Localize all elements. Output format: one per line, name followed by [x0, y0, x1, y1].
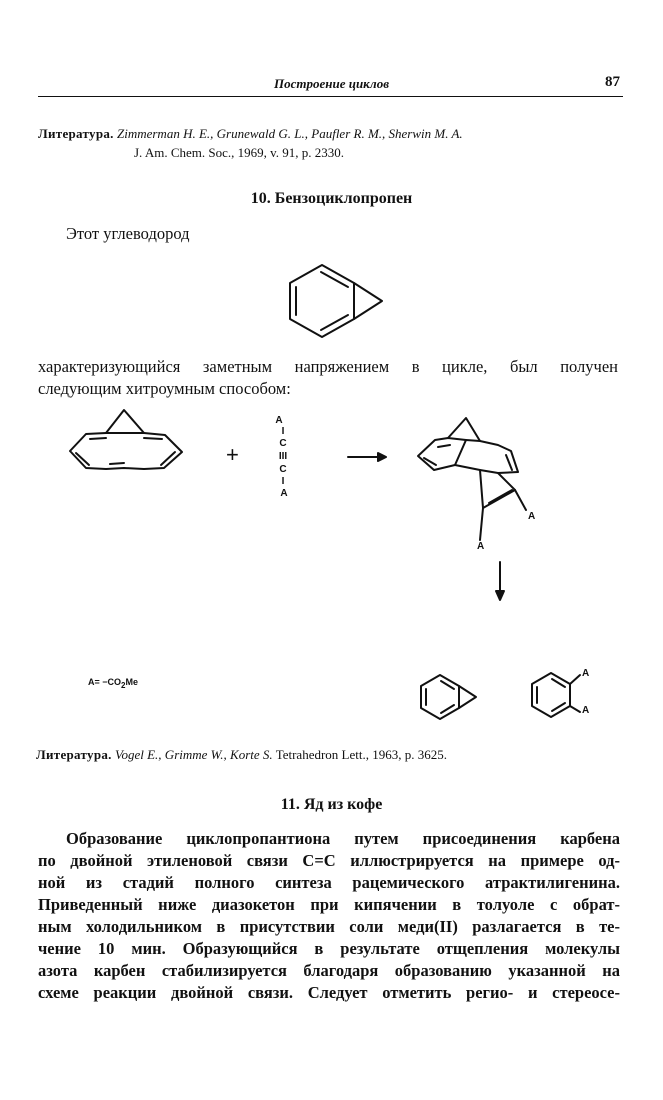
running-title: Построение циклов [273, 76, 390, 91]
substituent-bond [515, 490, 526, 510]
double-bond [506, 455, 512, 470]
section-10-text-line-2: следующим хитроумным способом: [38, 379, 291, 398]
literature-reference-2 [36, 745, 636, 764]
literature-label: Литература. [38, 126, 114, 141]
literature-citation: Tetrahedron Lett., 1963, p. 3625. [275, 747, 447, 762]
substituent-definition [88, 677, 138, 690]
reaction-arrow-head [378, 453, 386, 461]
product-label: A [582, 668, 590, 679]
paragraph-line: Образование циклопропантиона путем присоединения карбена [66, 829, 620, 848]
alkyne-label: I [281, 426, 285, 437]
plus-sign: + [226, 442, 239, 467]
double-bond [438, 445, 450, 447]
product-label: A [582, 705, 590, 716]
paragraph-line: ным холодильником в присутствии соли меди(II) разлагается в те- [38, 917, 620, 936]
definition-suffix: Me [125, 677, 138, 687]
alkyne-label: III [278, 451, 288, 462]
definition-prefix: A= − [88, 677, 108, 687]
alkyne-label: A [275, 415, 283, 426]
methano-bridge [106, 410, 144, 433]
literature-authors: Vogel E., Grimme W., Korte S. [114, 747, 273, 762]
adduct-cyclobutene [480, 470, 515, 508]
substituent-bond [570, 706, 580, 712]
section-11-paragraph [38, 828, 620, 1004]
section-10-intro: Этот углеводород [66, 224, 190, 243]
double-bond [110, 463, 124, 464]
paragraph-line: Приведенный ниже диазокетон при кипячении в толуоле с обрат- [38, 895, 620, 914]
diels-alder-adduct [418, 418, 526, 540]
alkyne-label: I [281, 476, 285, 487]
substituent-bond [570, 675, 580, 684]
double-bond [144, 438, 162, 439]
alkyne-label: A [280, 488, 288, 499]
section-10-text-line-1: характеризующийся заметным напряжением в цикле, был получен [38, 357, 618, 376]
paragraph-line: чение 10 мин. Образующийся в результате отщепления молекулы [38, 939, 620, 958]
double-bond [161, 452, 175, 465]
adduct-label: A [528, 511, 536, 522]
literature-label: Литература. [36, 747, 112, 762]
paragraph-line: схеме реакции двойной связи. Следует отметить регио- и стереосе- [38, 983, 620, 1002]
double-bond [489, 490, 512, 503]
definition-subscript: 2 [121, 680, 126, 690]
paragraph-line: азота карбен стабилизируется благодаря образованию указанной на [38, 961, 620, 980]
bridged-annulene [70, 410, 182, 469]
double-bond [90, 438, 106, 439]
adduct-label: A [477, 541, 485, 552]
disubstituted-benzene-product [532, 673, 580, 717]
section-11-title: 11. Яд из кофе [280, 796, 383, 813]
definition-main: CO [107, 677, 122, 687]
paragraph-line: ной из стадий полного синтеза рацемического атрактилигенина. [38, 873, 620, 892]
literature-authors: Zimmerman H. E., Grunewald G. L., Paufler R. M., Sherwin M. A. [116, 126, 463, 141]
paragraph-line: по двойной этиленовой связи С=С иллюстрируется на примере од- [38, 851, 620, 870]
page-number: 87 [605, 74, 620, 90]
literature-citation-1: J. Am. Chem. Soc., 1969, v. 91, p. 2330. [134, 145, 345, 160]
alkyne-label: C [279, 464, 287, 475]
substituent-bond [480, 508, 483, 540]
down-arrow-head [496, 591, 504, 600]
cyclopropane-ring [459, 686, 476, 708]
benzocyclopropene-product [421, 675, 476, 719]
section-10-title: 10. Бензоциклопропен [250, 190, 413, 207]
alkyne-label: C [279, 438, 287, 449]
